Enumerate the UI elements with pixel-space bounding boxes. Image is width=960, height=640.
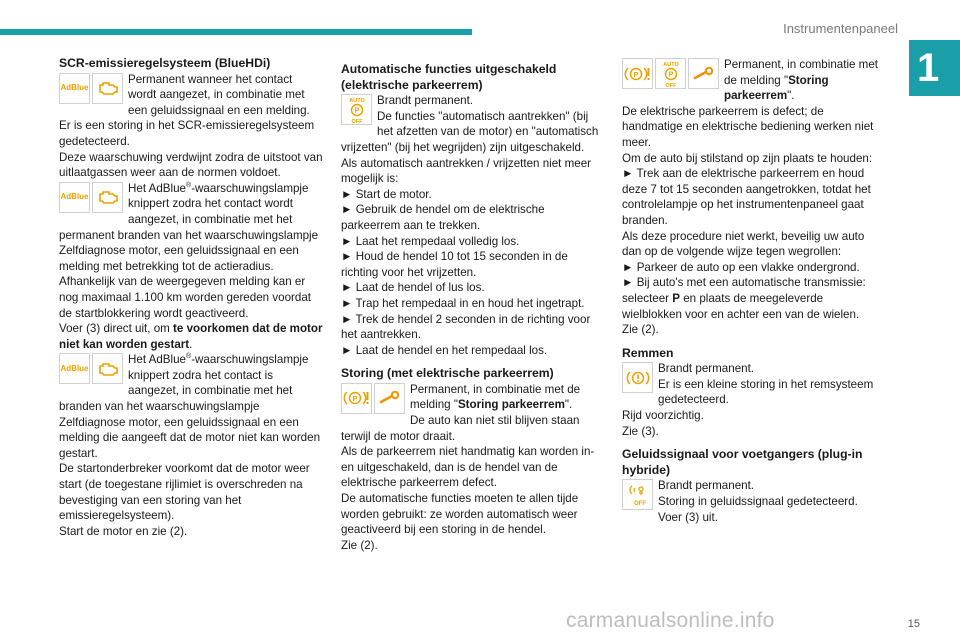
heading-pedestrian-sound: Geluidssignaal voor voetgangers (plug-in hybride)	[622, 447, 863, 477]
text-line: De startonderbreker voorkomt dat de motor weer start (de toegestane rijlimiet is overschreden na bevestiging van een storing van het emissieregelsysteem).	[59, 462, 310, 523]
warning-icons	[59, 73, 123, 104]
parking-auto-off-icon	[655, 58, 686, 89]
svg-text:AUTO: AUTO	[662, 61, 679, 68]
text-line: Rijd voorzichtig.	[622, 409, 704, 423]
entry-parking-brake-fault: P Permanent, in combinatie met de melding "Storing parkeerrem".	[341, 382, 605, 413]
text-line: Brandt permanent.	[658, 362, 755, 376]
parking-auto-off-icon	[341, 94, 372, 125]
text-line: Om de auto bij stilstand op zijn plaats te houden:	[622, 151, 873, 165]
svg-text:P: P	[354, 107, 359, 115]
wrench-service-icon	[688, 58, 719, 89]
text-line: Zie (2).	[622, 323, 659, 337]
text-line: Afhankelijk van de weergegeven melding kan er nog maximaal 1.100 km worden gereden voordat de startblokkering wordt geactiveerd.	[59, 275, 311, 320]
text-line: ► Trek de hendel 2 seconden in de richting voor het aantrekken.	[341, 312, 591, 342]
text-line: ► Bij auto's met een automatische transmissie:	[622, 276, 866, 290]
warning-icons	[622, 479, 653, 510]
text-line: ► Laat de hendel of lus los.	[341, 281, 485, 295]
warning-icons	[59, 182, 123, 213]
svg-text:P: P	[668, 71, 673, 78]
svg-text:P: P	[632, 69, 639, 79]
adblue-warning-icon: AdBlue	[59, 353, 90, 384]
text-line: De elektrische parkeerrem is defect; de handmatige en elektrische bediening werken niet meer.	[622, 104, 874, 149]
warning-icons	[622, 362, 653, 393]
entry-parking-brake-defect: P AUTO P OFF Permanent, in combinatie met de melding "Storing parkeerrem".	[622, 57, 886, 104]
text-line: Brandt permanent.	[377, 94, 474, 108]
column-middle	[341, 62, 605, 553]
header-accent-bar	[0, 29, 472, 35]
warning-icons	[341, 383, 405, 414]
text-line: Er is een storing in het SCR-emissieregelsysteem gedetecteerd.	[59, 119, 315, 148]
svg-text:P: P	[351, 394, 358, 404]
watermark: carmanualsonline.info	[566, 609, 775, 632]
engine-fault-icon	[92, 73, 123, 104]
text-line: ► Trek aan de elektrische parkeerrem en houd deze 7 tot 15 seconden aangetrokken, totdat het controlelampje op het instrumentenpaneel gaat branden.	[622, 167, 871, 227]
text-line: Brandt permanent.	[658, 479, 755, 493]
text-line: ► Laat het rempedaal volledig los.	[341, 234, 520, 248]
heading-brakes: Remmen	[622, 345, 674, 360]
text-line: ► Houd de hendel 10 tot 15 seconden in de richting voor het vrijzetten.	[341, 250, 568, 279]
warning-icons	[341, 94, 372, 125]
heading-parking-brake-fault: Storing (met elektrische parkeerrem)	[341, 366, 554, 381]
parking-brake-warning-icon	[622, 58, 653, 89]
pedestrian-sound-off-icon	[622, 479, 653, 510]
text-line: Als de parkeerrem niet handmatig kan worden in- en uitgeschakeld, dan is de hendel van de elektrische parkeerrem defect.	[341, 445, 595, 490]
heading-scr-system: SCR-emissieregelsysteem (BlueHDi)	[59, 56, 271, 70]
entry-brakes	[622, 361, 886, 377]
parking-brake-warning-icon	[341, 383, 372, 414]
text-line: De functies "automatisch aantrekken" (bij het afzetten van de motor) en "automatisch vrijzetten" (bij het wegrijden) zijn uitgeschakeld.	[341, 109, 599, 154]
brake-warning-icon	[622, 362, 653, 393]
text-line: Als automatisch aantrekken / vrijzetten niet meer mogelijk is:	[341, 156, 592, 186]
entry-auto-off	[341, 93, 605, 124]
text-line: ► Trap het rempedaal in en houd het ingetrapt.	[341, 296, 585, 310]
engine-fault-icon	[92, 182, 123, 213]
chapter-number-tab: 1	[909, 40, 960, 96]
warning-icons	[59, 353, 123, 384]
text-line: ► Parkeer de auto op een vlakke ondergrond.	[622, 260, 860, 274]
svg-text:OFF: OFF	[633, 500, 646, 507]
adblue-warning-icon: AdBlue	[59, 182, 90, 213]
warning-icons	[622, 58, 719, 89]
text-line: Er is een kleine storing in het remsysteem gedetecteerd.	[658, 377, 874, 407]
text-line: Permanent wanneer het contact wordt aangezet, in combinatie met een geluidssignaal en een melding.	[128, 72, 310, 117]
text-line: De auto kan niet stil blijven staan terwijl de motor draait.	[341, 414, 580, 443]
text-line: Voer (3) uit.	[658, 510, 718, 524]
text-line: Start de motor en zie (2).	[59, 524, 188, 538]
svg-text:AUTO: AUTO	[348, 97, 365, 104]
section-title: Instrumentenpaneel	[783, 21, 898, 36]
adblue-warning-icon: AdBlue	[59, 73, 90, 104]
heading-auto-functions-off: Automatische functies uitgeschakeld (elektrische parkeerrem)	[341, 62, 557, 92]
entry-adblue-start-blocked: AdBlue Het AdBlue®-waarschuwingslampje knippert zodra het contact is aangezet, in combinatie met het branden van het waarschuwingslampje Zelfdiagnose motor, een geluidssignaal en een melding die aangeeft dat de motor niet kan worden gestart.	[59, 353, 321, 460]
column-left: SCR-emissieregelsysteem (BlueHDi) AdBlue Permanent wanneer het contact wordt aangezet, in combinatie met een geluidssignaal en een melding. Er is een storing in het SCR-emissieregelsysteem gedetecteerd. Deze waarschuwing verdwijnt zodra de uitstoot van uitlaatgassen weer aan de normen voldoet. AdBlue Het AdBlue®-waarschuwingslampje knippert zodra het contact wordt aangezet, in combinatie met het permanent branden van het waarschuwingslampje Zelfdiagnose motor, een geluidssignaal en een melding met betrekking tot de actieradius. Afhankelijk van de weergegeven melding kan er nog maximaal 1.100 km worden gereden voordat de startblokkering wordt geactiveerd. Voer (3) direct uit, om te voorkomen dat de motor niet kan worden gestart. AdBlue Het AdBlue®-waarschuwingslampje knippert zodra het contact is aangezet, in combinatie met het branden van het waarschuwingslampje Zelfdiagnose motor, een geluidssignaal en een melding die aangeeft dat de motor niet kan worden gestart. De startonderbreker voorkomt dat de motor weer start (de toegestane rijlimiet is overschreden na bevestiging van een storing van het emissieregelsysteem). Start de motor en zie (2).	[59, 56, 323, 538]
text-line: ► Laat de hendel en het rempedaal los.	[341, 343, 548, 357]
wrench-service-icon	[374, 383, 405, 414]
text-line: Deze waarschuwing verdwijnt zodra de uitstoot van uitlaatgassen weer aan de normen voldoet.	[59, 150, 323, 180]
text-line: ► Gebruik de hendel om de elektrische parkeerrem aan te trekken.	[341, 203, 545, 232]
entry-adblue-blinking: AdBlue Het AdBlue®-waarschuwingslampje knippert zodra het contact wordt aangezet, in combinatie met het permanent branden van het waarschuwingslampje Zelfdiagnose motor, een geluidssignaal en een melding met betrekking tot de actieradius.	[59, 181, 319, 273]
text-line: De automatische functies moeten te allen tijde worden gebruikt: ze worden automatisch weer geactiveerd bij een storing in de hendel.	[341, 492, 579, 537]
text-line: Als deze procedure niet werkt, beveilig uw auto dan op de volgende wijze tegen wegrollen:	[622, 229, 865, 259]
engine-fault-icon	[92, 353, 123, 384]
text-line: Zie (2).	[341, 538, 378, 552]
entry-adblue-permanent	[59, 72, 323, 119]
text-line: Storing in geluidssignaal gedetecteerd.	[658, 495, 858, 509]
column-right: P AUTO P OFF Permanent, in combinatie met de melding "Storing parkeerrem". De elektrische parkeerrem is defect; de handmatige en elektrische bediening werken niet meer. Om de auto bij stilstand op zijn plaats te houden: ► Trek aan de elektrische parkeerrem en houd deze 7 tot 15 seconden aangetrokken, totdat het controlelampje op het instrumentenpaneel gaat branden. Als deze procedure niet werkt, beveilig uw auto dan op de volgende wijze tegen wegrollen: ► Parkeer de auto op een vlakke ondergrond. ► Bij auto's met een automatische transmissie: selecteer P en plaats de meegeleverde wielblokken voor en achter een van de wielen. Zie (2). Remmen Brandt permanent. Er is een kleine storing in het remsysteem gedetecteerd. Rijd voorzichtig. Zie (3). Geluidssignaal voor voetgangers (plug-in hybride) OFF Brandt permanent. Storing in geluidssignaal gedetecteerd. Voer (3) uit.	[622, 57, 886, 525]
page-number: 15	[907, 618, 920, 630]
text-line: ► Start de motor.	[341, 187, 432, 201]
text-line: Zie (3).	[622, 424, 659, 438]
svg-text:OFF: OFF	[351, 118, 362, 124]
svg-text:OFF: OFF	[665, 82, 676, 88]
